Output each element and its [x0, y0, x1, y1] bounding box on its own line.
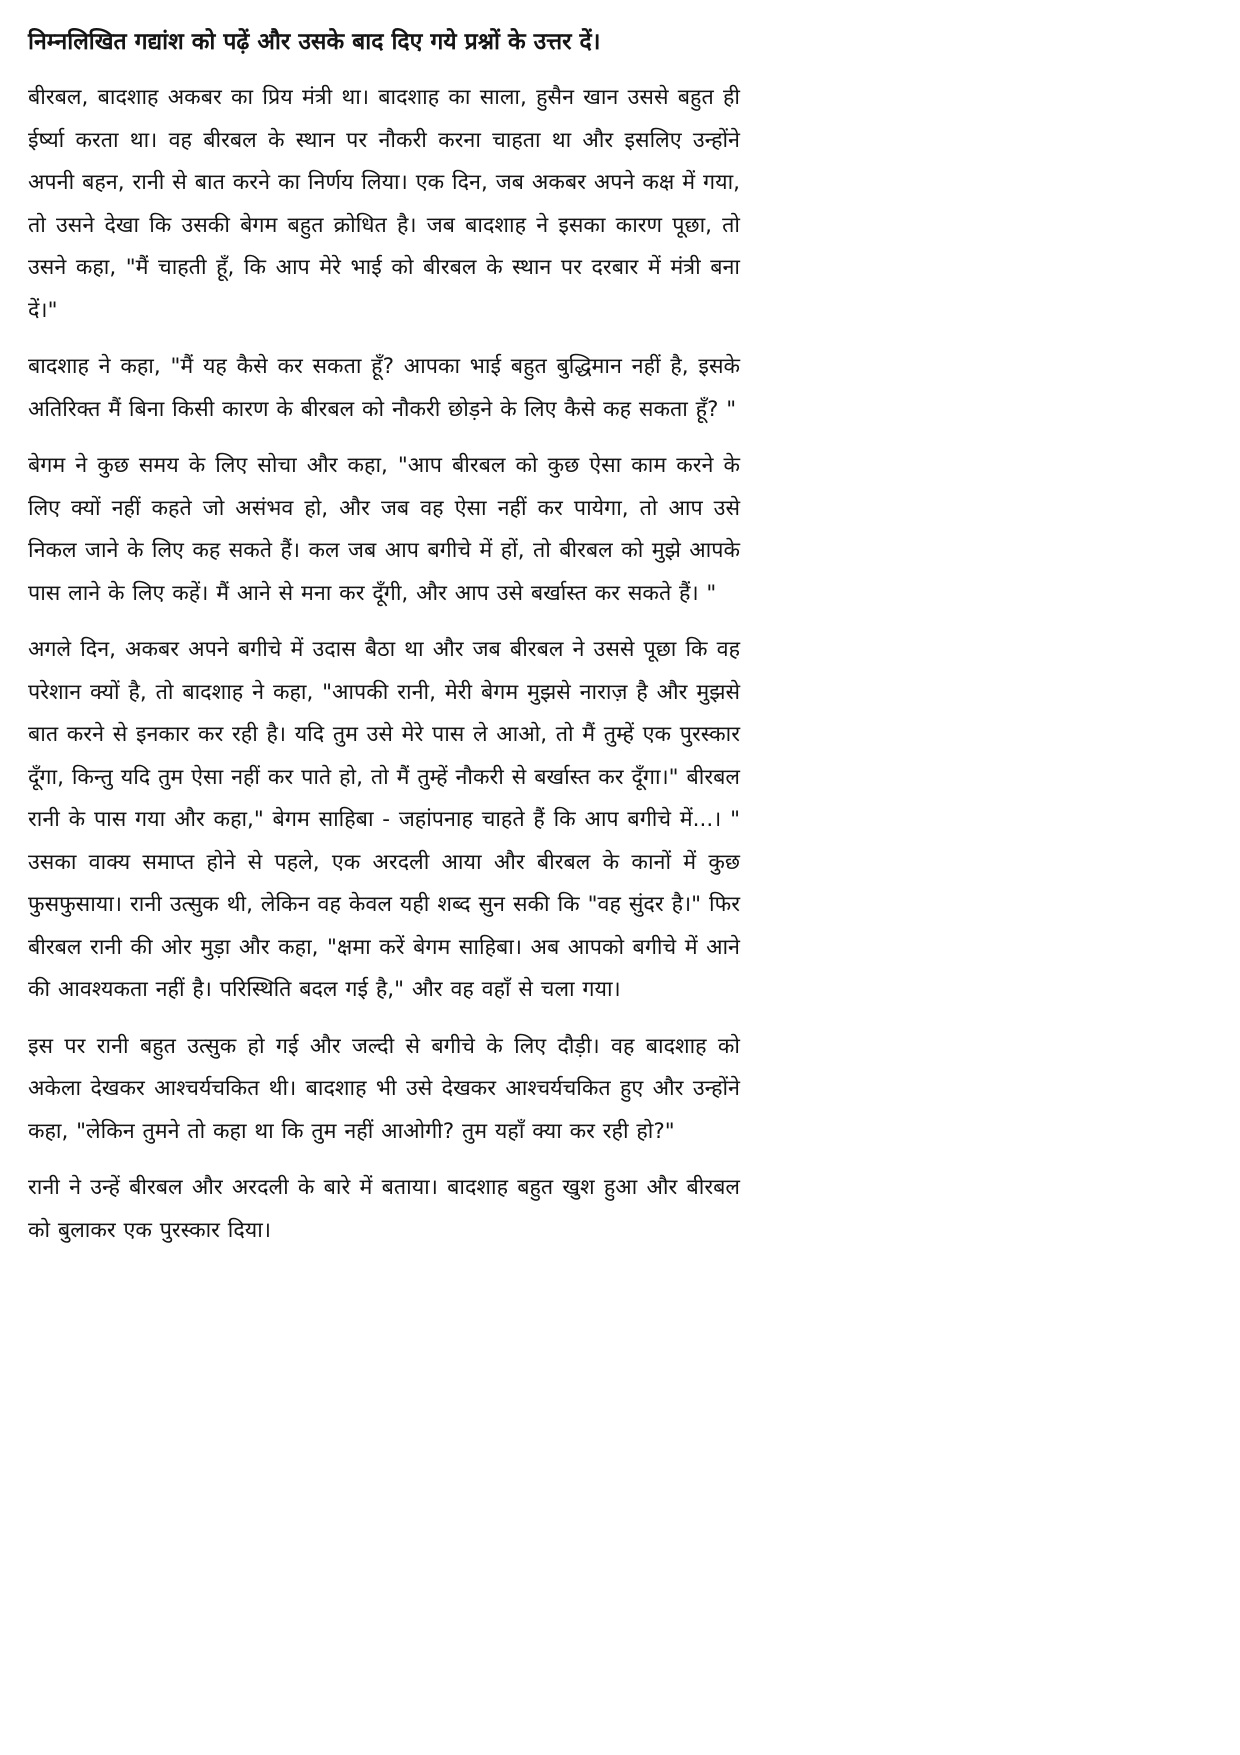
paragraph-2: बादशाह ने कहा, "मैं यह कैसे कर सकता हूँ? आपका भाई बहुत बुद्धिमान नहीं है, इसके अतिरिक्त मैं बिना किसी कारण के बीरबल को नौकरी छोड़ने के लिए कैसे कह सकता हूँ? ": [28, 354, 740, 422]
paragraph-4: अगले दिन, अकबर अपने बगीचे में उदास बैठा था और जब बीरबल ने उससे पूछा कि वह परेशान क्यों है, तो बादशाह ने कहा, "आपकी रानी, मेरी बेगम मुझसे नाराज़ है और मुझसे बात करने से इनकार कर रही है। यदि तुम उसे मेरे पास ले आओ, तो मैं तुम्हें एक पुरस्कार दूँगा, किन्तु यदि तुम ऐसा नहीं कर पाते हो, तो मैं तुम्हें नौकरी से बर्खास्त कर दूँगा।" बीरबल रानी के पास गया और कहा," बेगम साहिबा - जहांपनाह चाहते हैं कि आप बगीचे में...। " उसका वाक्य समाप्त होने से पहले, एक अरदली आया और बीरबल के कानों में कुछ फुसफुसाया। रानी उत्सुक थी, लेकिन वह केवल यही शब्द सुन सकी कि "वह सुंदर है।" फिर बीरबल रानी की ओर मुड़ा और कहा, "क्षमा करें बेगम साहिबा। अब आपको बगीचे में आने की आवश्यकता नहीं है। परिस्थिति बदल गई है," और वह वहाँ से चला गया।: [28, 637, 740, 1002]
paragraph-6: रानी ने उन्हें बीरबल और अरदली के बारे में बताया। बादशाह बहुत खुश हुआ और बीरबल को बुलाकर एक पुरस्कार दिया।: [28, 1175, 740, 1243]
document-page: [28, 22, 740, 1266]
instruction-heading: निम्नलिखित गद्यांश को पढ़ें और उसके बाद दिए गये प्रश्नों के उत्तर दें।: [28, 29, 601, 55]
paragraph-5: इस पर रानी बहुत उत्सुक हो गई और जल्दी से बगीचे के लिए दौड़ी। वह बादशाह को अकेला देखकर आश्चर्यचकित थी। बादशाह भी उसे देखकर आश्चर्यचकित हुए और उन्होंने कहा, "लेकिन तुमने तो कहा था कि तुम नहीं आओगी? तुम यहाँ क्या कर रही हो?": [28, 1033, 740, 1144]
paragraph-3: बेगम ने कुछ समय के लिए सोचा और कहा, "आप बीरबल को कुछ ऐसा काम करने के लिए क्यों नहीं कहते जो असंभव हो, और जब वह ऐसा नहीं कर पायेगा, तो आप उसे निकल जाने के लिए कह सकते हैं। कल जब आप बगीचे में हों, तो बीरबल को मुझे आपके पास लाने के लिए कहें। मैं आने से मना कर दूँगी, और आप उसे बर्खास्त कर सकते हैं। ": [28, 453, 740, 606]
paragraph-1: बीरबल, बादशाह अकबर का प्रिय मंत्री था। बादशाह का साला, हुसैन खान उससे बहुत ही ईर्ष्या करता था। वह बीरबल के स्थान पर नौकरी करना चाहता था और इसलिए उन्होंने अपनी बहन, रानी से बात करने का निर्णय लिया। एक दिन, जब अकबर अपने कक्ष में गया, तो उसने देखा कि उसकी बेगम बहुत क्रोधित है। जब बादशाह ने इसका कारण पूछा, तो उसने कहा, "मैं चाहती हूँ, कि आप मेरे भाई को बीरबल के स्थान पर दरबार में मंत्री बना दें।": [28, 85, 740, 323]
